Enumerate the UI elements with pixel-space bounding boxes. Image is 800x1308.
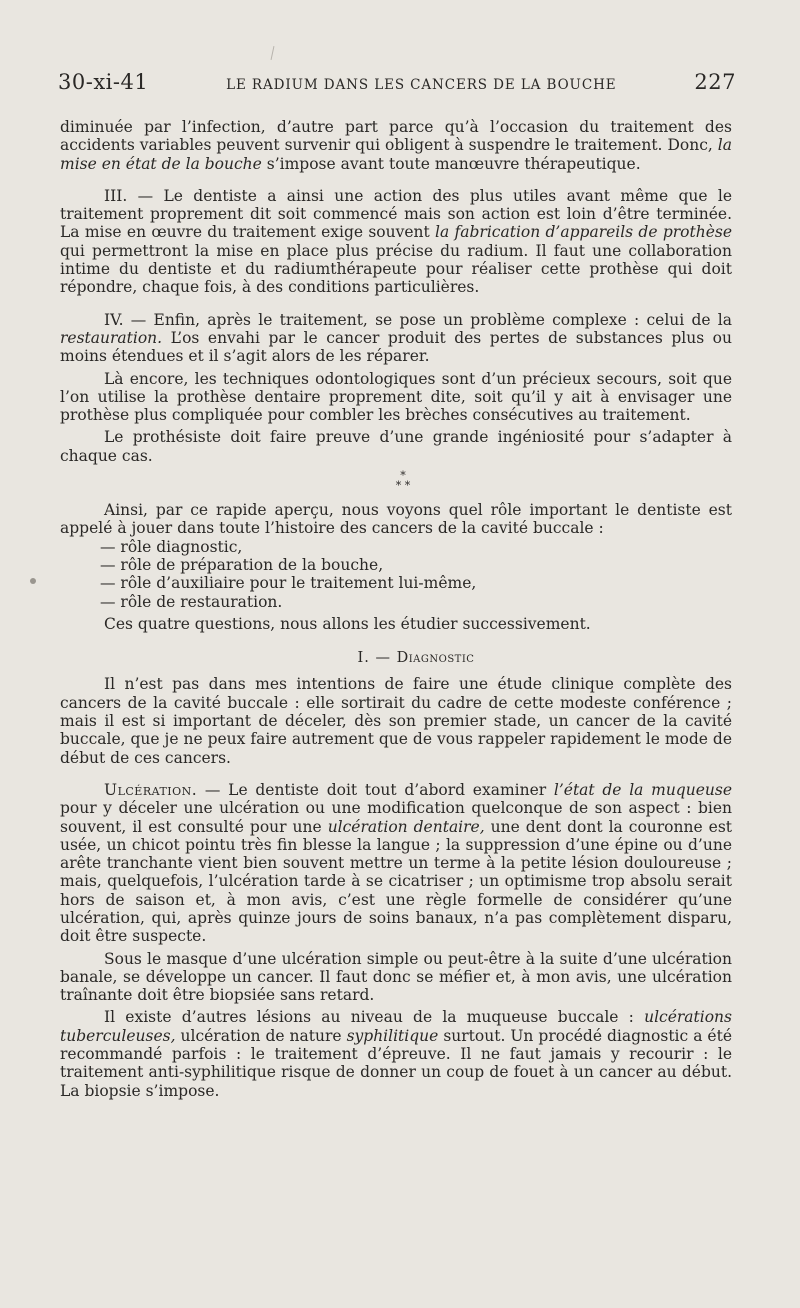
section-title: Diagnostic — [396, 650, 475, 667]
running-header — [58, 70, 736, 94]
p1-text-b: s’impose avant toute manœuvre thérapeutique. — [261, 154, 641, 173]
p11-text-a: Il existe d’autres lésions au niveau de la muqueuse buccale : — [104, 1008, 645, 1027]
asterisk-bottom: * * — [395, 479, 411, 493]
p1-emphasis: la mise en état de la bouche — [60, 136, 732, 173]
paragraph-questions: Ces quatre questions, nous allons les étudier successivement. — [104, 614, 591, 633]
p2-text-a: III. — Le dentiste a ainsi une action des plus utiles avant même que le traitement proprement dit soit commencé mais son action est loin d’être terminée. La mise en œuvre du traitement exige souvent — [60, 186, 732, 242]
list-item: — rôle de préparation de la bouche, — [100, 555, 384, 574]
paragraph-prothesiste: Le prothésiste doit faire preuve d’une grande ingéniosité pour s’adapter à chaque cas. — [60, 428, 732, 465]
section-asterisks — [60, 471, 732, 491]
p9-text-c: une dent dont la couronne est usée, un chicot pointu très fin blesse la langue ; la suppression d’une épine ou d’une arête tranchante vient bien souvent mettre un terme à la petite lésion douloureuse ; mais, quelquefois, l’ulcération tarde à se cicatriser ; un optimisme trop absolu serait hors de saison et, à mon avis, c’est une règle formelle de considérer qu’une ulcération, qui, après quinze jours de soins banaux, n’a pas complètement disparu, doit être suspecte. — [60, 817, 732, 946]
list-item: — rôle diagnostic, — [100, 537, 243, 556]
header-date: 30-xi-41 — [58, 70, 149, 94]
p11-emphasis-2: syphilitique — [346, 1026, 439, 1045]
p3-emphasis: restauration. — [60, 328, 163, 347]
paragraph-masque: Sous le masque d’une ulcération simple ou peut-être à la suite d’une ulcération banale, se développe un cancer. Il faut donc se méfier et, à mon avis, une ulcération traînante doit être biopsiée sans retard. — [60, 949, 732, 1005]
p9-emphasis-2: ulcération dentaire, — [327, 817, 485, 836]
p3-text-a: IV. — Enfin, après le traitement, se pose un problème complexe : celui de la — [104, 310, 732, 329]
p2-emphasis: la fabrication d’appareils de prothèse — [435, 223, 732, 242]
page-body — [60, 118, 732, 1100]
paragraph-techniques: Là encore, les techniques odontologiques sont d’un précieux secours, soit que l’on utilise la prothèse dentaire proprement dite, soit qu’il y ait à envisager une prothèse plus compliquée pour combler les brèches consécutives au traitement. — [60, 369, 732, 425]
paragraph-III — [60, 187, 732, 297]
header-title: LE RADIUM DANS LES CANCERS DE LA BOUCHE — [226, 77, 617, 93]
list-item: — rôle d’auxiliaire pour le traitement lui-même, — [100, 574, 477, 593]
p1-text-a: diminuée par l’infection, d’autre part parce qu’à l’occasion du traitement des accidents variables peuvent survenir qui obligent à suspendre le traitement. Donc, — [60, 118, 732, 155]
ulceration-lead: Ulcération. — [104, 780, 198, 799]
paragraph-ulceration — [60, 781, 732, 946]
paragraph-1 — [60, 118, 732, 173]
page-number: 227 — [694, 70, 736, 94]
roles-list — [60, 538, 732, 611]
asterisk-top: * — [400, 469, 406, 483]
p11-text-c: surtout. Un procédé diagnostic a été recommandé parfois : le traitement d’épreuve. Il ne faut jamais y recourir : le traitement anti-syphilitique risque de donner un coup de fouet à un cancer au début. La biopsie s’impose. — [60, 1026, 732, 1100]
margin-dot — [30, 578, 36, 584]
section-heading — [60, 649, 732, 667]
paragraph-IV — [60, 311, 732, 366]
p11-text-b: ulcération de nature — [175, 1026, 347, 1045]
p9-text-b: pour y déceler une ulcération ou une modification quelconque de son aspect : bien souvent, il est consulté pour une — [60, 799, 732, 836]
p2-text-b: qui permettront la mise en place plus précise du radium. Il faut une collaboration intime du dentiste et du radiumthérapeute pour réaliser cette prothèse qui doit répondre, chaque fois, à des conditions particulières. — [60, 241, 732, 297]
paragraph-intentions: Il n’est pas dans mes intentions de faire une étude clinique complète des cancers de la cavité buccale : elle sortirait du cadre de cette modeste conférence ; mais il est si important de déceler, dès son premier stade, un cancer de la cavité buccale, que je ne peux faire autrement que de vous rappeler rapidement le mode de début de ces cancers. — [60, 675, 732, 767]
list-item: — rôle de restauration. — [100, 592, 283, 611]
section-number: I. — — [357, 650, 397, 667]
p9-text-a: — Le dentiste doit tout d’abord examiner — [197, 780, 554, 799]
paragraph-lesions — [60, 1008, 732, 1099]
paragraph-ainsi: Ainsi, par ce rapide aperçu, nous voyons quel rôle important le dentiste est appelé à jouer dans toute l’histoire des cancers de la cavité buccale : — [60, 501, 732, 538]
p9-emphasis-1: l’état de la muqueuse — [553, 780, 732, 799]
p3-text-b: L’os envahi par le cancer produit des pertes de substances plus ou moins étendues et il s’agit alors de les réparer. — [60, 328, 732, 366]
p11-emphasis-1: ulcérations tuberculeuses, — [60, 1008, 732, 1045]
paper-mark — [271, 46, 275, 60]
